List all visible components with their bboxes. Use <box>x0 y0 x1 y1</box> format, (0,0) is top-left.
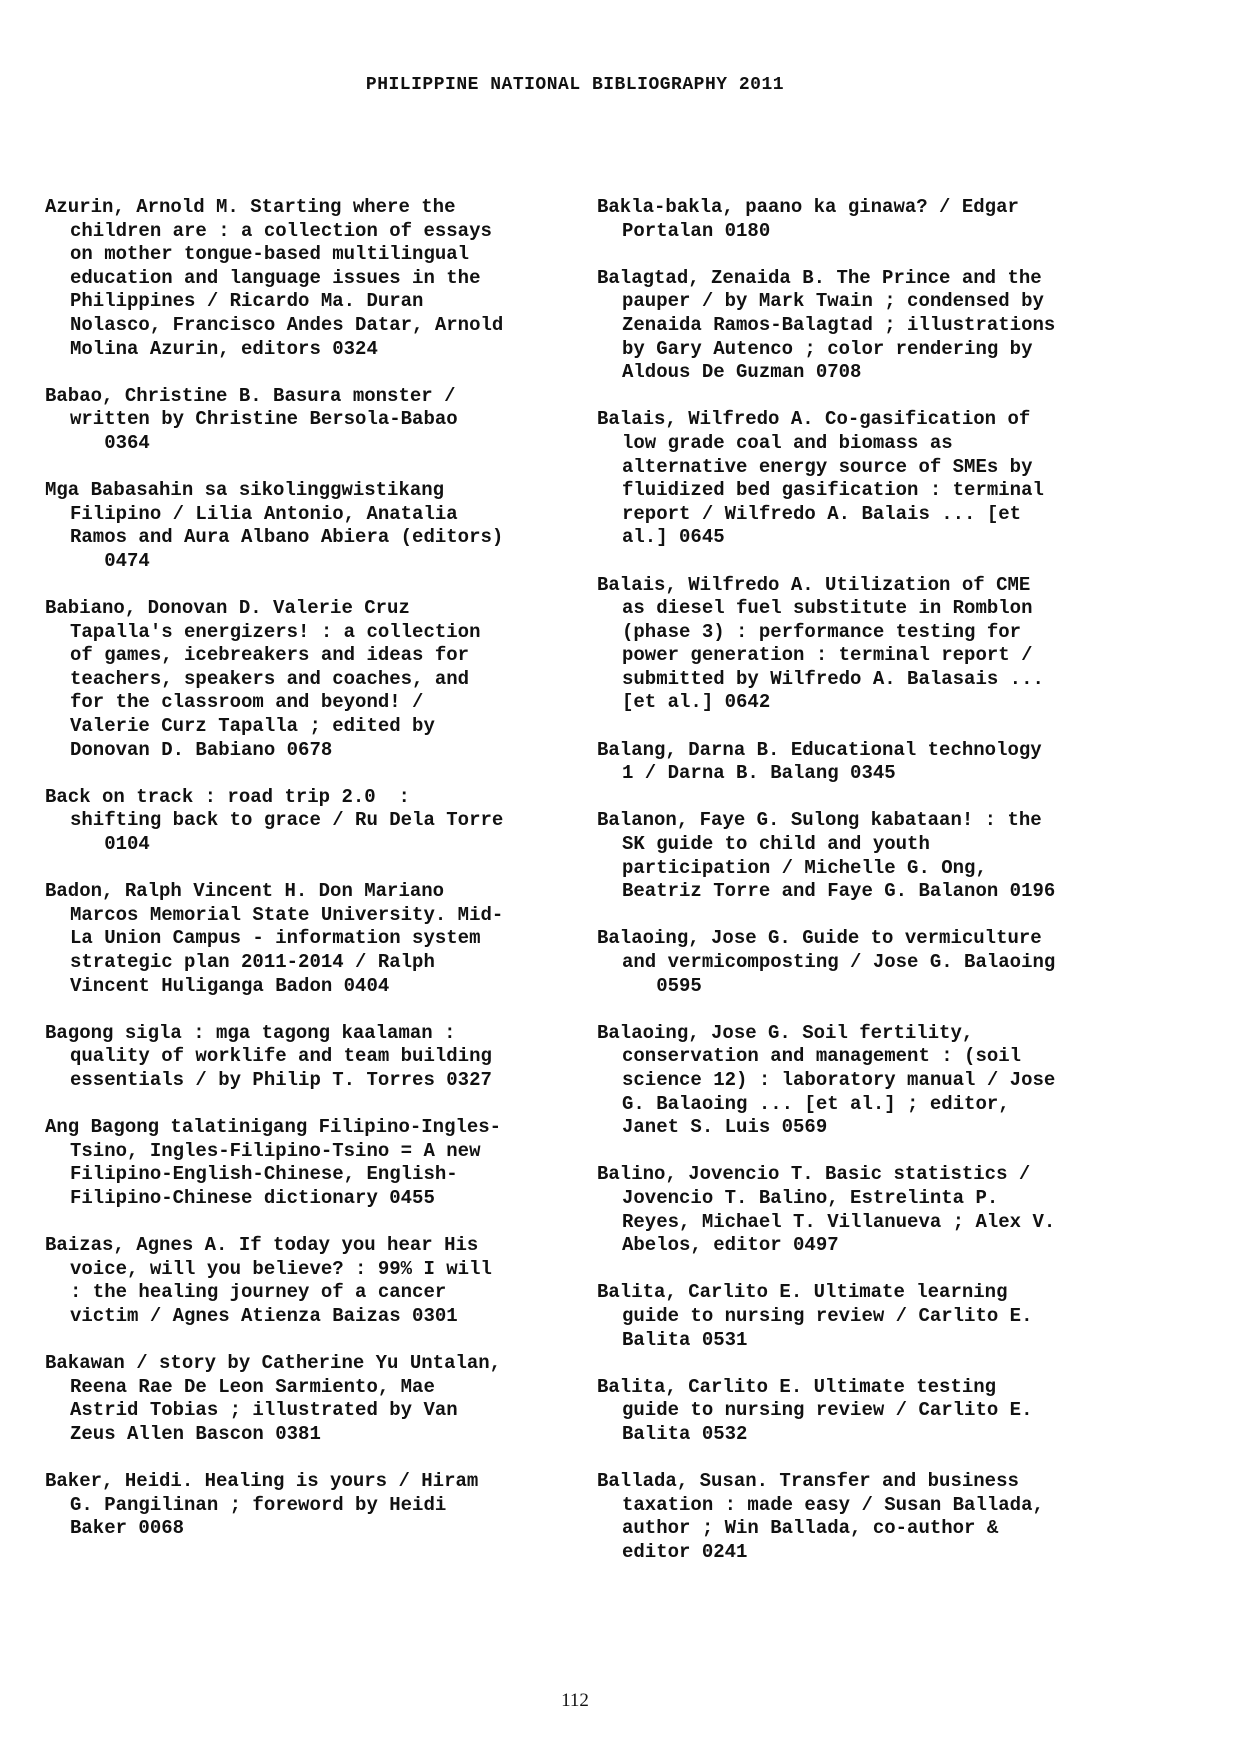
bibliography-entry: Babao, Christine B. Basura monster / written by Christine Bersola-Babao 0364 <box>45 384 458 454</box>
bibliography-entry: Baker, Heidi. Healing is yours / Hiram G. Pangilinan ; foreword by Heidi Baker 0068 <box>45 1470 479 1540</box>
bibliography-entry: Bakla-bakla, paano ka ginawa? / Edgar Portalan 0180 <box>597 196 1019 242</box>
bibliography-entry: Balaoing, Jose G. Guide to vermiculture and vermicomposting / Jose G. Balaoing 0595 <box>597 927 1056 997</box>
page-number: 112 <box>561 1690 589 1711</box>
bibliography-entry: Balaoing, Jose G. Soil fertility, conservation and management : (soil science 12) : laboratory manual / Jose G. Balaoing ... [et al.] ; editor, Janet S. Luis 0569 <box>597 1021 1056 1139</box>
bibliography-entry: Balang, Darna B. Educational technology 1 / Darna B. Balang 0345 <box>597 738 1042 785</box>
bibliography-entry: Ballada, Susan. Transfer and business taxation : made easy / Susan Ballada, author ; Win Ballada, co-author & editor 0241 <box>597 1470 1044 1563</box>
bibliography-entry: Mga Babasahin sa sikolinggwistikang Filipino / Lilia Antonio, Anatalia Ramos and Aura Albano Abiera (editors) 0474 <box>45 479 504 572</box>
bibliography-entry: Balais, Wilfredo A. Co-gasification of low grade coal and biomass as alternative energy source of SMEs by fluidized bed gasification : terminal report / Wilfredo A. Balais ... [et al.] 0645 <box>597 408 1044 549</box>
bibliography-entry: Balino, Jovencio T. Basic statistics / Jovencio T. Balino, Estrelinta P. Reyes, Michael T. Villanueva ; Alex V. Abelos, editor 0497 <box>597 1163 1056 1257</box>
bibliography-entry: Babiano, Donovan D. Valerie Cruz Tapalla's energizers! : a collection of games, icebreakers and ideas for teachers, speakers and coaches, and for the classroom and beyond! / Valerie Curz Tapalla ; edited by Donovan D. Babiano 0678 <box>45 597 481 761</box>
bibliography-entry: Balais, Wilfredo A. Utilization of CME as diesel fuel substitute in Romblon (phase 3) : performance testing for power generation : terminal report / submitted by Wilfredo A. Balasais ... [et al.] 0642 <box>597 573 1044 714</box>
bibliography-entry: Back on track : road trip 2.0 : shifting back to grace / Ru Dela Torre 0104 <box>45 785 504 856</box>
bibliography-entry: Baizas, Agnes A. If today you hear His voice, will you believe? : 99% I will : the healing journey of a cancer victim / Agnes Atienza Baizas 0301 <box>45 1234 492 1327</box>
right-column <box>597 196 1127 1588</box>
bibliography-entry: Ang Bagong talatinigang Filipino-Ingles- Tsino, Ingles-Filipino-Tsino = A new Filipino-English-Chinese, English- Filipino-Chinese dictionary 0455 <box>45 1116 502 1209</box>
bibliography-entry: Balagtad, Zenaida B. The Prince and the pauper / by Mark Twain ; condensed by Zenaida Ramos-Balagtad ; illustrations by Gary Autenco ; color rendering by Aldous De Guzman 0708 <box>597 266 1056 384</box>
bibliography-entry: Bakawan / story by Catherine Yu Untalan, Reena Rae De Leon Sarmiento, Mae Astrid Tobias ; illustrated by Van Zeus Allen Bascon 0381 <box>45 1352 502 1445</box>
bibliography-entry: Balita, Carlito E. Ultimate testing guide to nursing review / Carlito E. Balita 0532 <box>597 1375 1033 1445</box>
bibliography-entry: Azurin, Arnold M. Starting where the children are : a collection of essays on mother tongue-based multilingual education and language issues in the Philippines / Ricardo Ma. Duran Nolasco, Francisco Andes Datar, Arnold Molina Azurin, editors 0324 <box>45 196 504 360</box>
page-title: PHILIPPINE NATIONAL BIBLIOGRAPHY 2011 <box>365 75 785 95</box>
bibliography-entry: Balita, Carlito E. Ultimate learning guide to nursing review / Carlito E. Balita 0531 <box>597 1281 1033 1351</box>
bibliography-entry: Badon, Ralph Vincent H. Don Mariano Marcos Memorial State University. Mid- La Union Campus - information system strategic plan 2011-2014 / Ralph Vincent Huliganga Badon 0404 <box>45 880 504 997</box>
left-column <box>45 196 575 1564</box>
bibliography-entry: Bagong sigla : mga tagong kaalaman : quality of worklife and team building essentials / by Philip T. Torres 0327 <box>45 1021 492 1091</box>
bibliography-entry: Balanon, Faye G. Sulong kabataan! : the SK guide to child and youth participation / Michelle G. Ong, Beatriz Torre and Faye G. Balanon 0196 <box>597 809 1056 903</box>
